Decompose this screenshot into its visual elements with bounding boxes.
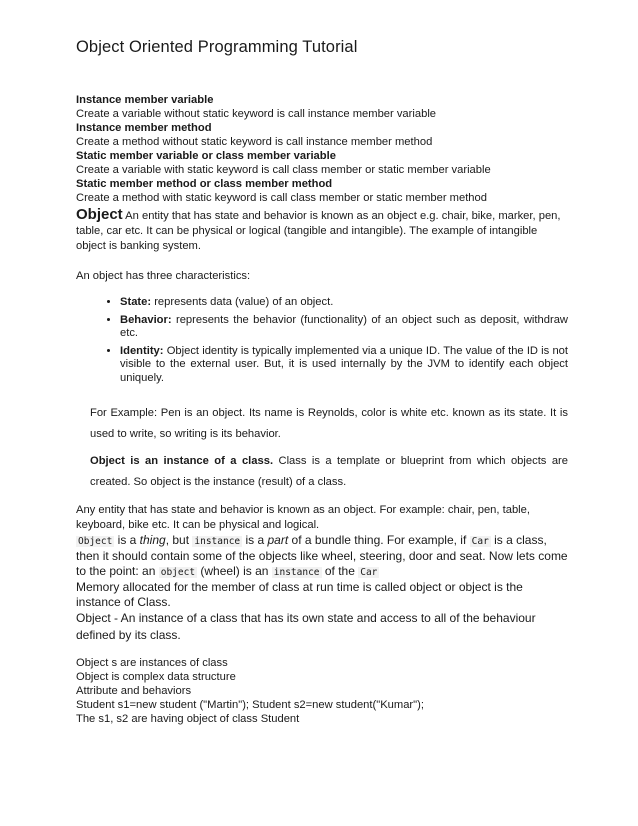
object-description-paragraph: Object - An instance of a class that has its own state and access to all of the behaviour defined by its class. <box>76 611 536 642</box>
instance-text: Class is a template or blueprint from which objects are created. So object is the instance (result) of a class. <box>90 455 568 488</box>
inline-code: instance <box>273 567 320 578</box>
text-span: is a class, then it should contain some of the objects like wheel, steering, door and seat. Now lets come to the point: an <box>76 533 568 578</box>
definition-heading: Static member method or class member method <box>76 178 333 190</box>
summary-line: Object is complex data structure <box>76 671 236 683</box>
inline-code: instance <box>194 536 241 547</box>
italic-text: thing <box>139 533 166 547</box>
summary-line: Attribute and behaviors <box>76 685 192 697</box>
text-span: of the <box>321 564 359 578</box>
characteristic-text: represents data (value) of an object. <box>151 296 334 308</box>
characteristic-label: Behavior: <box>120 313 172 326</box>
page-title: Object Oriented Programming Tutorial <box>76 38 358 56</box>
text-span: , but <box>165 533 193 547</box>
characteristics-list <box>76 296 568 385</box>
characteristic-text: Object identity is typically implemented via a unique ID. The value of the ID is not visible to the external user. But, it is used internally by the JVM to identify each object uniquely. <box>120 344 568 384</box>
definition-text: Create a variable without static keyword is call instance member variable <box>76 108 437 120</box>
list-item <box>120 314 568 341</box>
text-span: is a <box>114 533 140 547</box>
definition-heading: Instance member variable <box>76 94 214 106</box>
definition-text: Create a method with static keyword is call class member or static member method <box>76 192 487 204</box>
summary-line: Object s are instances of class <box>76 657 228 669</box>
object-intro-text: An entity that has state and behavior is known as an object e.g. chair, bike, marker, pen, table, car etc. It can be physical or logical (tangible and intangible). The example of intangible object is banking system. <box>76 210 561 252</box>
definition-text: Create a method without static keyword is call instance member method <box>76 136 433 148</box>
text-span: of a bundle thing. For example, if <box>288 533 470 547</box>
characteristics-intro: An object has three characteristics: <box>76 270 251 282</box>
characteristic-label: Identity: <box>120 344 164 357</box>
instance-of-class-paragraph <box>90 451 568 493</box>
inline-code: Object <box>78 536 113 547</box>
definition-text: Create a variable with static keyword is call class member or static member variable <box>76 164 491 176</box>
object-vs-instance-paragraph <box>76 533 568 580</box>
text-span: (wheel) is an <box>197 564 272 578</box>
any-entity-paragraph: Any entity that has state and behavior is known as an object. For example: chair, pen, table, keyboard, bike etc. It can be physical and logical. <box>76 504 530 531</box>
definition-heading: Instance member method <box>76 122 212 134</box>
inline-code: Car <box>471 536 489 547</box>
summary-line: The s1, s2 are having object of class Student <box>76 713 300 725</box>
memory-paragraph: Memory allocated for the member of class at run time is called object or object is the instance of Class. <box>76 580 523 609</box>
characteristic-label: State: <box>120 296 152 308</box>
definition-heading: Static member variable or class member variable <box>76 150 336 162</box>
summary-lines <box>76 656 568 726</box>
instance-bold-text: Object is an instance of a class. <box>90 455 274 467</box>
object-heading-word: Object <box>76 206 123 223</box>
inline-code: Car <box>360 567 378 578</box>
pen-example-paragraph: For Example: Pen is an object. Its name is Reynolds, color is white etc. known as its state. It is used to write, so writing is its behavior. <box>90 407 568 440</box>
inline-code: object <box>160 567 196 578</box>
characteristic-text: represents the behavior (functionality) of an object such as deposit, withdraw etc. <box>120 313 568 339</box>
summary-line: Student s1=new student ("Martin"); Student s2=new student("Kumar"); <box>76 699 424 711</box>
text-span: is a <box>242 533 268 547</box>
object-intro-paragraph <box>76 207 568 254</box>
member-definitions <box>76 93 568 205</box>
list-item <box>120 345 568 386</box>
italic-text: part <box>267 533 289 547</box>
list-item <box>120 296 568 310</box>
